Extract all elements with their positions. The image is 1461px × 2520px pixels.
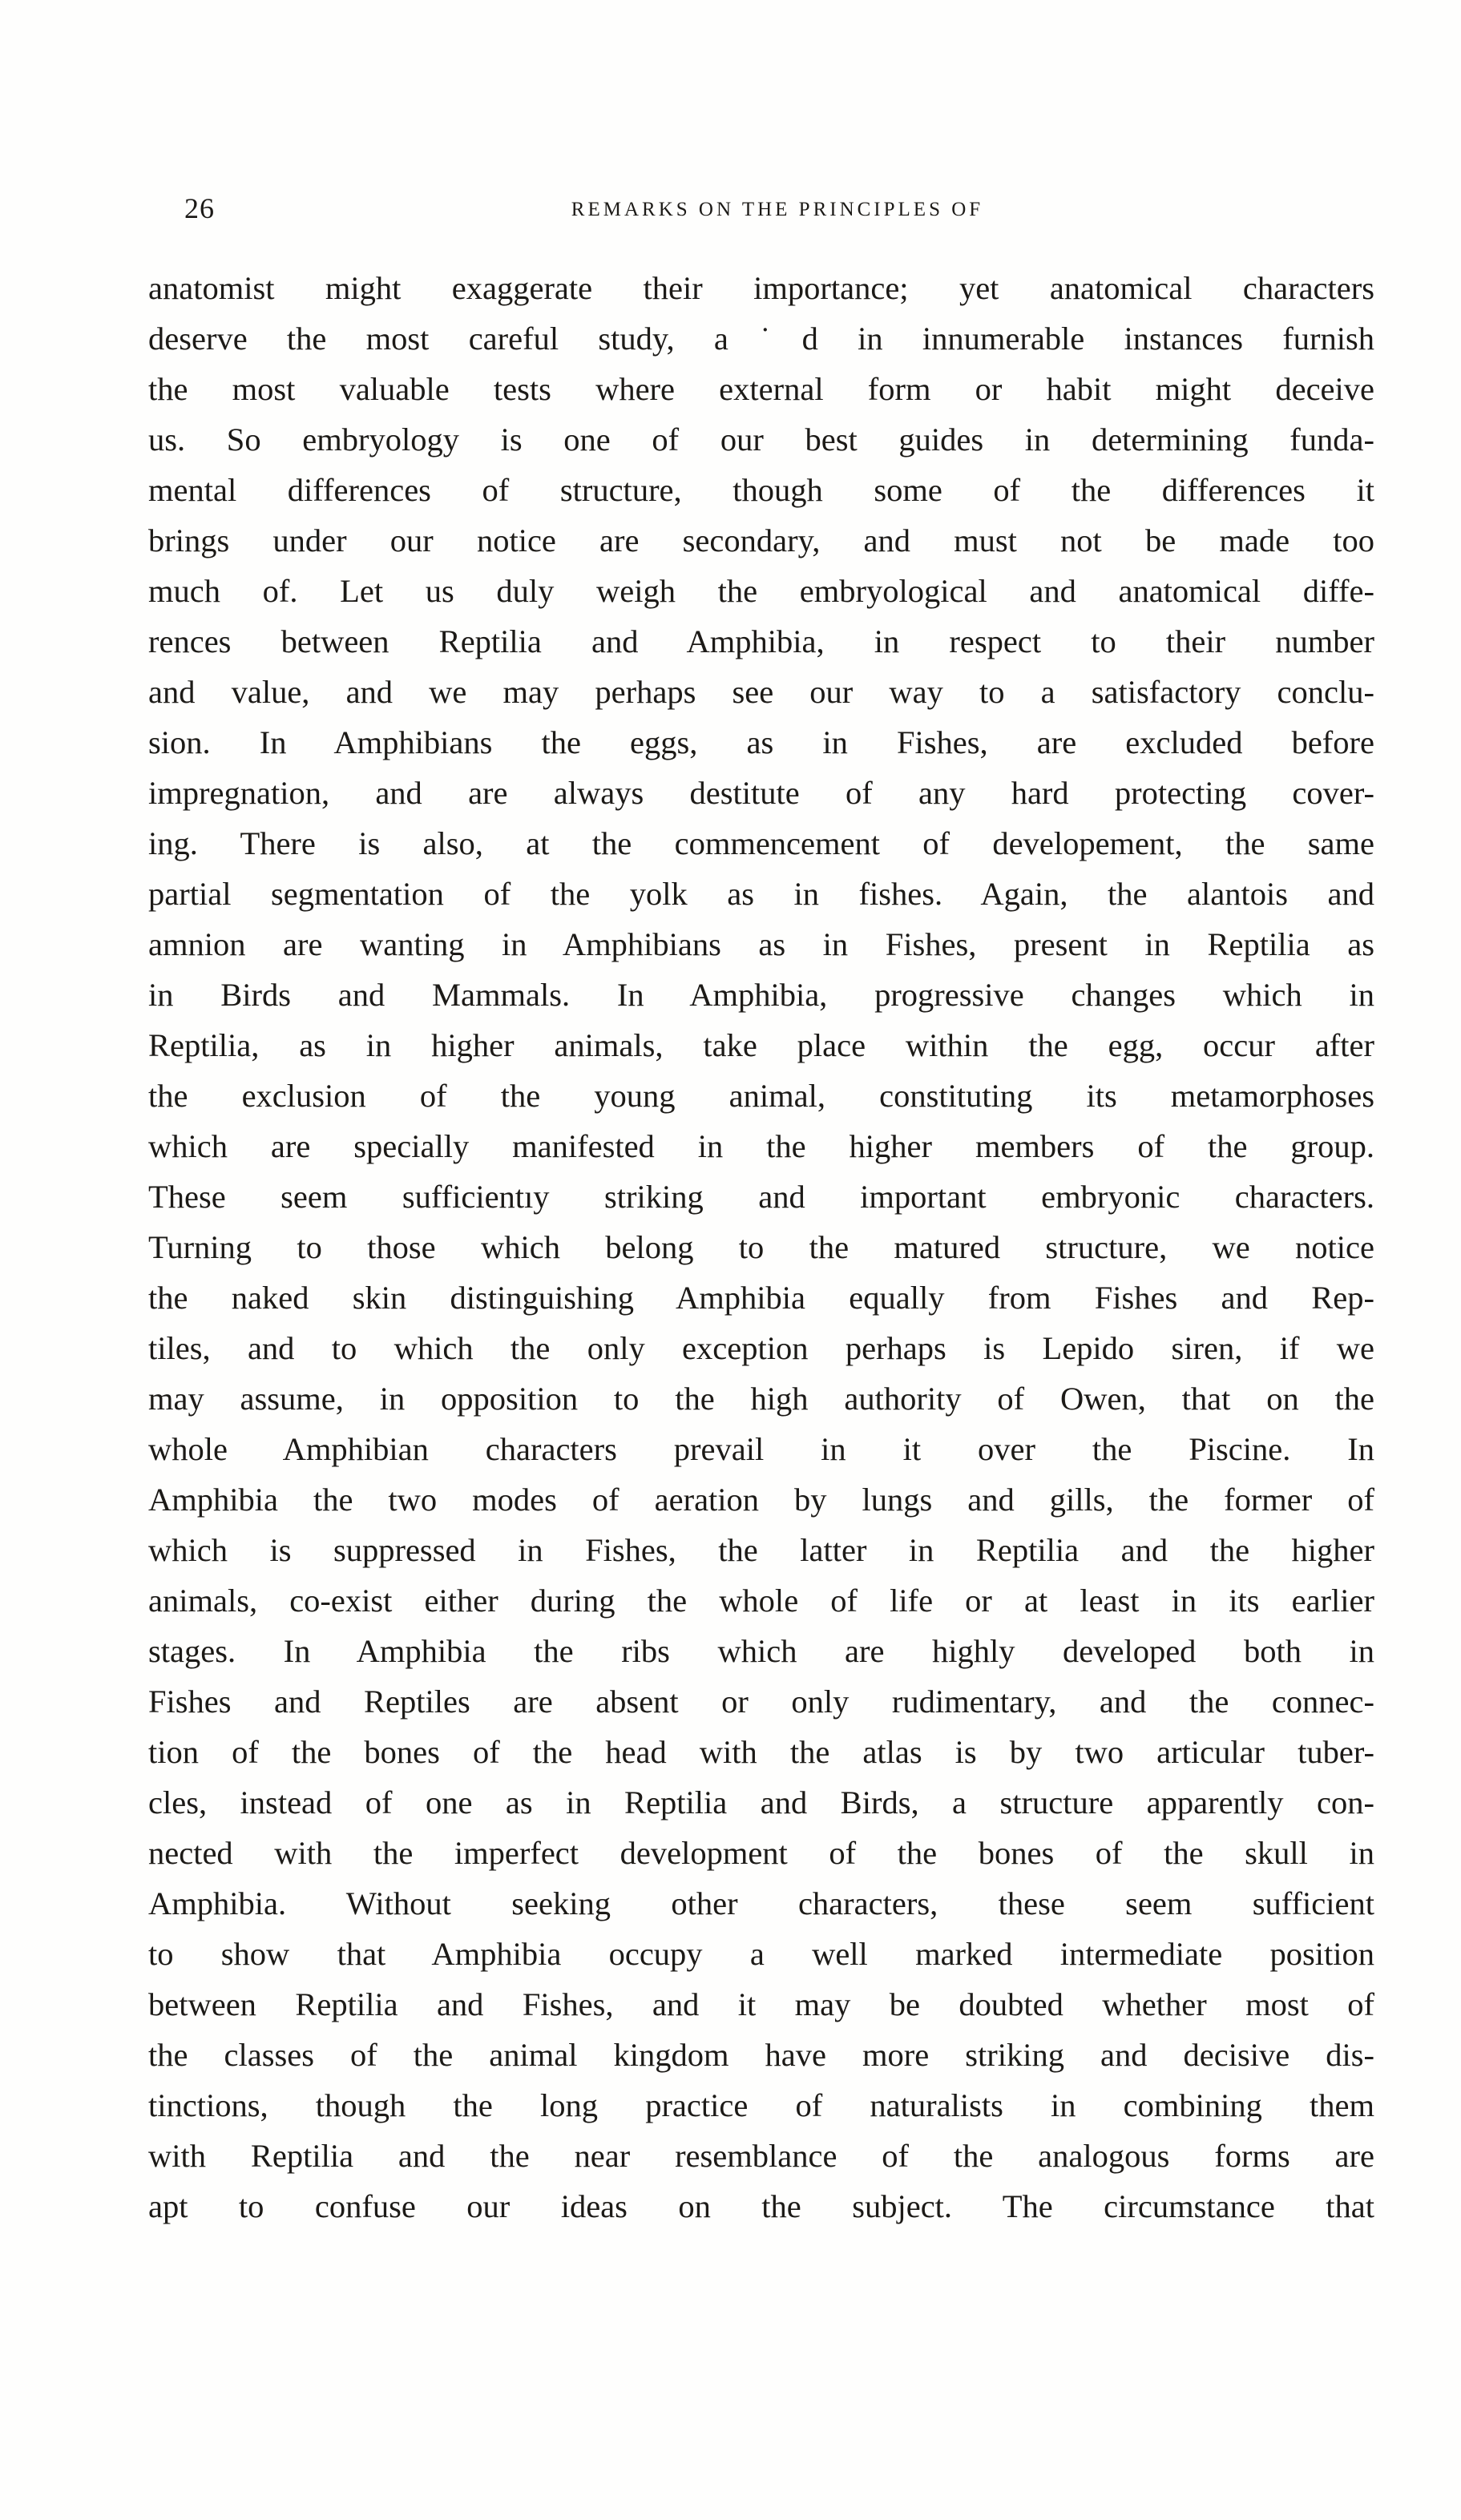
text-line: whole Amphibian characters prevail in it over the Piscine. In <box>148 1431 1374 1467</box>
text-line: anatomist might exaggerate their importance; yet anatomical characters <box>148 270 1374 306</box>
text-line: amnion are wanting in Amphibians as in Fishes, present in Reptilia as <box>148 926 1374 962</box>
text-line: stages. In Amphibia the ribs which are highly developed both in <box>148 1633 1374 1669</box>
text-line: partial segmentation of the yolk as in fishes. Again, the alantois and <box>148 876 1374 912</box>
running-head: REMARKS ON THE PRINCIPLES OF <box>571 199 984 220</box>
text-line: which are specially manifested in the higher members of the group. <box>148 1128 1374 1164</box>
text-line: the most valuable tests where external form or habit might deceive <box>148 371 1374 407</box>
text-line: to show that Amphibia occupy a well marked intermediate position <box>148 1936 1374 1972</box>
text-line: with Reptilia and the near resemblance of the analogous forms are <box>148 2138 1374 2174</box>
page-number: 26 <box>184 192 215 224</box>
page-header <box>184 191 1370 226</box>
text-line: which is suppressed in Fishes, the latter in Reptilia and the higher <box>148 1532 1374 1568</box>
text-line: nected with the imperfect development of the bones of the skull in <box>148 1835 1374 1871</box>
text-line: tiles, and to which the only exception perhaps is Lepido siren, if we <box>148 1330 1374 1366</box>
text-line: in Birds and Mammals. In Amphibia, progressive changes which in <box>148 977 1374 1013</box>
text-line: may assume, in opposition to the high authority of Owen, that on the <box>148 1381 1374 1417</box>
text-line: ing. There is also, at the commencement of developement, the same <box>148 825 1374 861</box>
text-line: much of. Let us duly weigh the embryological and anatomical diffe- <box>148 573 1374 609</box>
text-line: Amphibia. Without seeking other characters, these seem sufficient <box>148 1885 1374 1921</box>
text-line: rences between Reptilia and Amphibia, in respect to their number <box>148 623 1374 659</box>
text-line: the naked skin distinguishing Amphibia equally from Fishes and Rep- <box>148 1280 1374 1316</box>
text-line: and value, and we may perhaps see our way to a satisfactory conclu- <box>148 674 1374 710</box>
text-line: sion. In Amphibians the eggs, as in Fishes, are excluded before <box>148 724 1374 760</box>
text-line: Amphibia the two modes of aeration by lungs and gills, the former of <box>148 1482 1374 1518</box>
body-text <box>148 263 1374 2232</box>
text-line: mental differences of structure, though some of the differences it <box>148 472 1374 508</box>
text-line: the exclusion of the young animal, constituting its metamorphoses <box>148 1078 1374 1114</box>
text-line: brings under our notice are secondary, and must not be made too <box>148 522 1374 558</box>
text-line: us. So embryology is one of our best guides in determining funda- <box>148 421 1374 458</box>
text-line: These seem sufficientıy striking and important embryonic characters. <box>148 1179 1374 1215</box>
text-line: animals, co-exist either during the whole of life or at least in its earlier <box>148 1583 1374 1619</box>
text-line: apt to confuse our ideas on the subject. The circumstance that <box>148 2188 1374 2224</box>
text-line: the classes of the animal kingdom have more striking and decisive dis- <box>148 2037 1374 2073</box>
text-line: tion of the bones of the head with the atlas is by two articular tuber- <box>148 1734 1374 1770</box>
text-line: impregnation, and are always destitute of any hard protecting cover- <box>148 775 1374 811</box>
text-line: deserve the most careful study, a⁠˙d in innumerable instances furnish <box>148 321 1374 357</box>
text-line: Reptilia, as in higher animals, take place within the egg, occur after <box>148 1027 1374 1063</box>
text-line: between Reptilia and Fishes, and it may be doubted whether most of <box>148 1986 1374 2022</box>
text-line: cles, instead of one as in Reptilia and Birds, a structure apparently con- <box>148 1784 1374 1820</box>
text-line: tinctions, though the long practice of naturalists in combining them <box>148 2087 1374 2123</box>
text-line: Fishes and Reptiles are absent or only rudimentary, and the connec- <box>148 1683 1374 1720</box>
text-line: Turning to those which belong to the matured structure, we notice <box>148 1229 1374 1265</box>
